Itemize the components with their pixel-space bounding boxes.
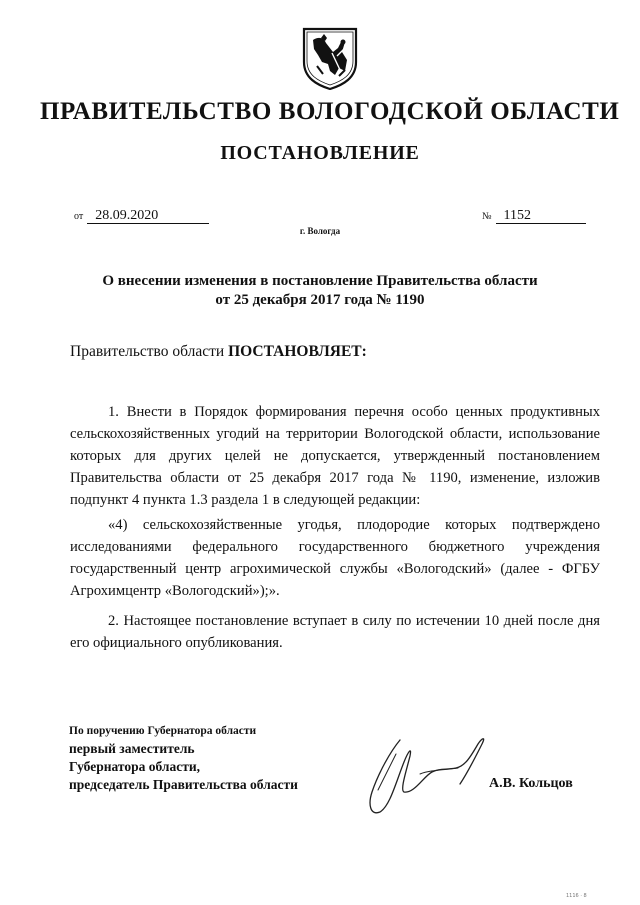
paragraph-2: «4) сельскохозяйственные угодья, плодородие которых подтверждено исследованиями федерального государственного бюджетного учреждения государственный центр агрохимической службы «Вологодский» (далее - ФГБУ Агрохимцентр «Вологодский»);». bbox=[70, 517, 600, 599]
number-value: 1152 bbox=[496, 208, 586, 224]
date-field bbox=[74, 208, 209, 224]
preamble-lead: Правительство области bbox=[70, 343, 229, 360]
preamble-emphasis: ПОСТАНОВЛЯЕТ: bbox=[228, 343, 367, 360]
number-field bbox=[482, 208, 586, 224]
footer-mark: 1116 · 8 bbox=[566, 893, 587, 899]
government-title: ПРАВИТЕЛЬСТВО ВОЛОГОДСКОЙ ОБЛАСТИ bbox=[40, 98, 620, 125]
paragraph-1: 1. Внести в Порядок формирования перечня особо ценных продуктивных сельскохозяйственных угодий на территории Вологодской области, использование которых для других целей не допускается, утвержденный постановлением Правительства области от 25 декабря 2017 года № 1190, изменение, изложив подпункт 4 пункта 1.3 раздела 1 в следующей редакции: bbox=[70, 404, 600, 508]
preamble bbox=[70, 343, 367, 361]
signatory-line-4: председатель Правительства области bbox=[69, 777, 298, 792]
document-type: ПОСТАНОВЛЕНИЕ bbox=[220, 142, 420, 164]
date-prefix: от bbox=[74, 211, 84, 222]
signatory-name: А.В. Кольцов bbox=[489, 776, 573, 791]
signatory-line-2: первый заместитель bbox=[69, 741, 195, 756]
coat-of-arms-icon bbox=[301, 26, 359, 90]
handwritten-signature bbox=[360, 732, 495, 824]
document-body bbox=[70, 401, 600, 654]
date-value: 28.09.2020 bbox=[87, 208, 209, 224]
number-prefix: № bbox=[482, 211, 492, 222]
signatory-line-1: По поручению Губернатора области bbox=[69, 725, 257, 737]
subject-heading bbox=[70, 272, 570, 310]
city: г. Вологда bbox=[299, 226, 341, 236]
subject-line-2: от 25 декабря 2017 года № 1190 bbox=[215, 292, 425, 308]
subject-line-1: О внесении изменения в постановление Правительства области bbox=[102, 273, 538, 289]
signatory-line-3: Губернатора области, bbox=[69, 759, 200, 774]
signatory-block bbox=[69, 722, 298, 794]
paragraph-3: 2. Настоящее постановление вступает в силу по истечении 10 дней после дня его официального опубликования. bbox=[70, 613, 600, 651]
